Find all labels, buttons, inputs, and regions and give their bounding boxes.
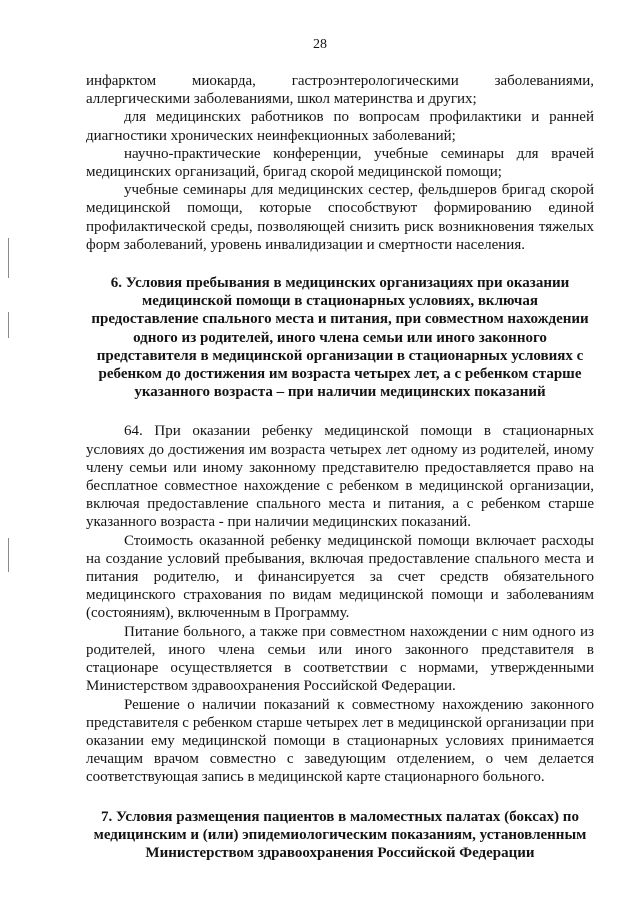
section-6-paragraph: 64. При оказании ребенку медицинской помощи в стационарных условиях до достижения им возраста четырех лет одному из родителей, иному члену семьи или иному законному представителю предоставляется право на бесплатное совместное нахождение с ребенком в медицинской организации, включая предоставление спального места и питания, а с ребенком старше указанного возраста - при наличии медицинских показаний.	[86, 423, 594, 531]
section-6-paragraph: Решение о наличии показаний к совместному нахождению законного представителя с ребенком старше четырех лет в медицинской организации при оказании ему медицинской помощи в стационарных условиях принимается лечащим врачом совместно с заведующим отделением, о чем делается соответствующая запись в медицинской карте стационарного больного.	[86, 696, 594, 786]
scan-margin-mark	[8, 312, 9, 338]
section-7-heading: 7. Условия размещения пациентов в маломестных палатах (боксах) по медицинским и (или) эпидемиологическим показаниям, установленным Министерством здравоохранения Российской Федерации	[93, 808, 587, 861]
section-6-paragraph: Стоимость оказанной ребенку медицинской помощи включает расходы на создание условий пребывания, включая предоставление спального места и питания родителю, и финансируется за счет средств обязательного медицинского страхования по видам медицинской помощи и заболеваниям (состояниям), включенным в Программу.	[86, 532, 594, 622]
intro-paragraph: научно-практические конференции, учебные семинары для врачей медицинских организаций, бригад скорой медицинской помощи;	[86, 145, 594, 181]
page-number: 28	[313, 37, 327, 52]
intro-paragraph: учебные семинары для медицинских сестер, фельдшеров бригад скорой медицинской помощи, которые способствуют формированию единой профилактической среды, позволяющей снизить риск возникновения тяжелых форм заболеваний, уровень инвалидизации и смертности населения.	[86, 182, 594, 253]
page-content	[86, 72, 594, 862]
section-6-heading: 6. Условия пребывания в медицинских организациях при оказании медицинской помощи в стационарных условиях, включая предоставление спального места и питания, при совместном нахождении одного из родителей, иного члена семьи или иного законного представителя в медицинской организации в стационарных условиях с ребенком до достижения им возраста четырех лет, а с ребенком старше указанного возраста – при наличии медицинских показаний	[91, 275, 589, 401]
scan-margin-mark	[8, 238, 9, 278]
intro-paragraph: для медицинских работников по вопросам профилактики и ранней диагностики хронических неинфекционных заболеваний;	[86, 109, 594, 144]
intro-paragraph: инфарктом миокарда, гастроэнтерологическими заболеваниями, аллергическими заболеваниями, школ материнства и других;	[86, 73, 594, 108]
scan-margin-mark	[8, 538, 9, 572]
section-6-paragraph: Питание больного, а также при совместном нахождении с ним одного из родителей, иного члена семьи или иного законного представителя в стационаре осуществляется в соответствии с нормами, утвержденными Министерством здравоохранения Российской Федерации.	[86, 623, 594, 695]
